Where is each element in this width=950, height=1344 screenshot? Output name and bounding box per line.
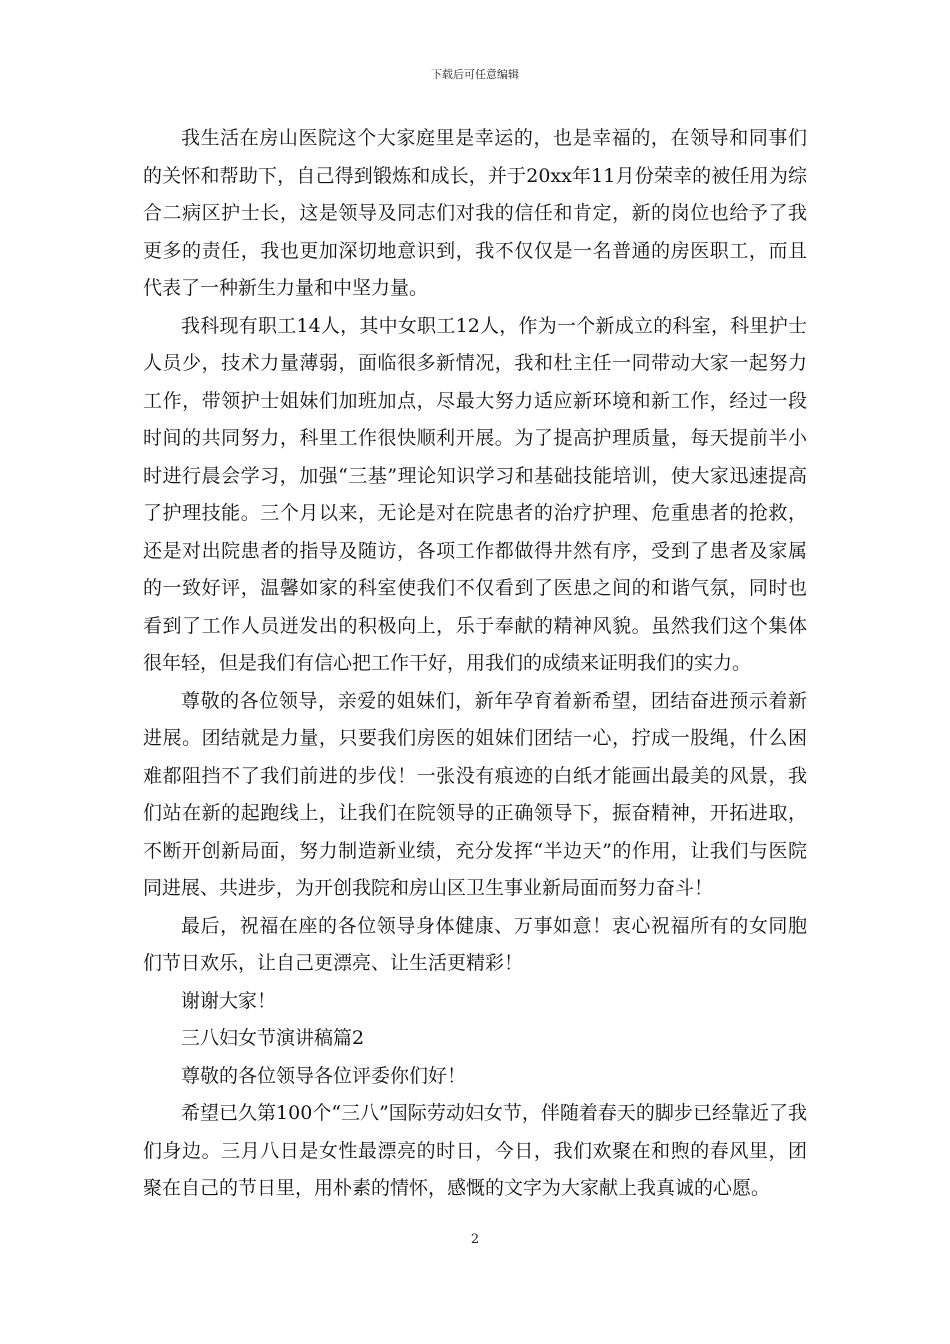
paragraph-4: 最后，祝福在座的各位领导身体健康、万事如意！衷心祝福所有的女同胞们节日欢乐，让自己更漂亮、让生活更精彩！ <box>143 914 807 974</box>
greeting-line: 尊敬的各位领导各位评委你们好！ <box>181 1064 467 1087</box>
paragraph-2: 我科现有职工14人，其中女职工12人，作为一个新成立的科室，科里护士人员少，技术力量薄弱，面临很多新情况，我和杜主任一同带动大家一起努力工作，带领护士姐妹们加班加点，尽最大努力适应新环境和新工作，经过一段时间的共同努力，科里工作很快顺利开展。为了提高护理质量，每天提前半小时进行晨会学习，加强“三基”理论知识学习和基础技能培训，使大家迅速提高了护理技能。三个月以来，无论是对在院患者的治疗护理、危重患者的抢救，还是对出院患者的指导及随访，各项工作都做得井然有序，受到了患者及家属的一致好评，温馨如家的科室使我们不仅看到了医患之间的和谐气氛，同时也看到了工作人员迸发出的积极向上，乐于奉献的精神风貌。虽然我们这个集体很年轻，但是我们有信心把工作干好，用我们的成绩来证明我们的实力。 <box>143 314 807 674</box>
document-body <box>143 120 807 1208</box>
page-header: 下载后可任意编辑 <box>431 68 519 81</box>
paragraph-1: 我生活在房山医院这个大家庭里是幸运的，也是幸福的，在领导和同事们的关怀和帮助下，自己得到锻炼和成长，并于20xx年11月份荣幸的被任用为综合二病区护士长，这是领导及同志们对我的信任和肯定，新的岗位也给予了我更多的责任，我也更加深切地意识到，我不仅仅是一名普通的房医职工，而且代表了一种新生力量和中坚力量。 <box>143 127 807 299</box>
section-title: 三八妇女节演讲稿篇2 <box>181 1027 365 1049</box>
thanks-line: 谢谢大家！ <box>181 989 277 1012</box>
paragraph-3: 尊敬的各位领导，亲爱的姐妹们，新年孕育着新希望，团结奋进预示着新进展。团结就是力量，只要我们房医的姐妹们团结一心，拧成一股绳，什么困难都阻挡不了我们前进的步伐！一张没有痕迹的白纸才能画出最美的风景，我们站在新的起跑线上，让我们在院领导的正确领导下，振奋精神，开拓进取，不断开创新局面，努力制造新业绩，充分发挥“半边天”的作用，让我们与医院同进展、共进步，为开创我院和房山区卫生事业新局面而努力奋斗！ <box>143 689 807 899</box>
paragraph-5: 希望已久第100个“三八”国际劳动妇女节，伴随着春天的脚步已经靠近了我们身边。三月八日是女性最漂亮的时日，今日，我们欢聚在和煦的春风里，团聚在自己的节日里，用朴素的情怀，感慨的文字为大家献上我真诚的心愿。 <box>143 1102 807 1199</box>
page-number: 2 <box>470 1232 480 1247</box>
